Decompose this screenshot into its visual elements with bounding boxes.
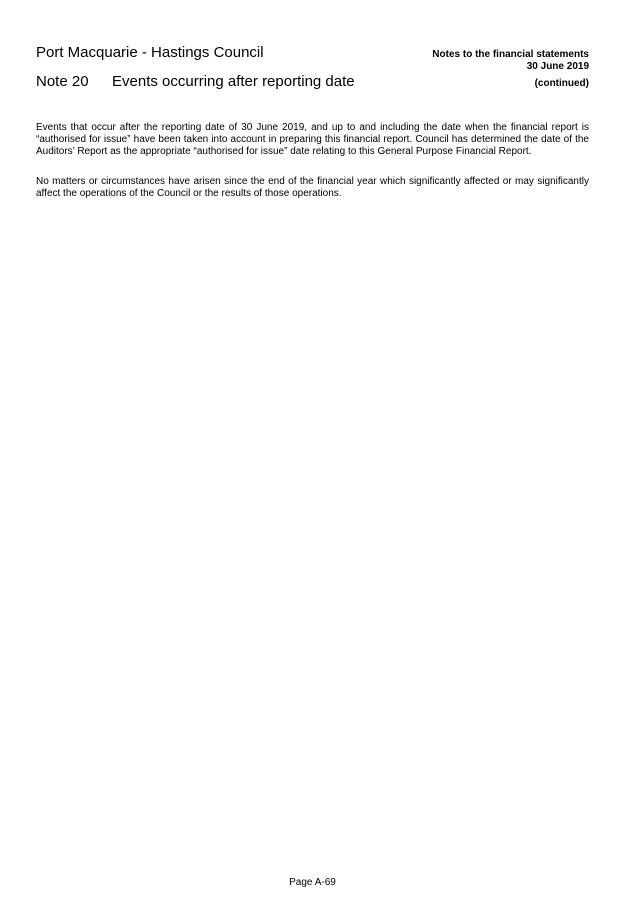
- paragraph-events-after-reporting: Events that occur after the reporting date of 30 June 2019, and up to and including the date when the financial report is “authorised for issue” have been taken into account in preparing this financial report. Council has determined the date of the Auditors’ Report as the appropriate “authorised for issue” date relating to this General Purpose Financial Report.: [36, 122, 589, 157]
- statement-header: [432, 49, 589, 90]
- continued-label: (continued): [534, 78, 589, 89]
- note-title: Events occurring after reporting date: [112, 73, 355, 90]
- page-number: Page A-69: [289, 877, 336, 888]
- council-name: Port Macquarie - Hastings Council: [36, 44, 264, 61]
- date-label: 30 June 2019: [526, 61, 589, 72]
- notes-label: Notes to the financial statements: [432, 49, 589, 60]
- note-heading: [36, 73, 355, 91]
- paragraph-no-matters: No matters or circumstances have arisen since the end of the financial year which significantly affected or may significantly affect the operations of the Council or the results of those operations.: [36, 176, 589, 199]
- note-number: Note 20: [36, 73, 89, 90]
